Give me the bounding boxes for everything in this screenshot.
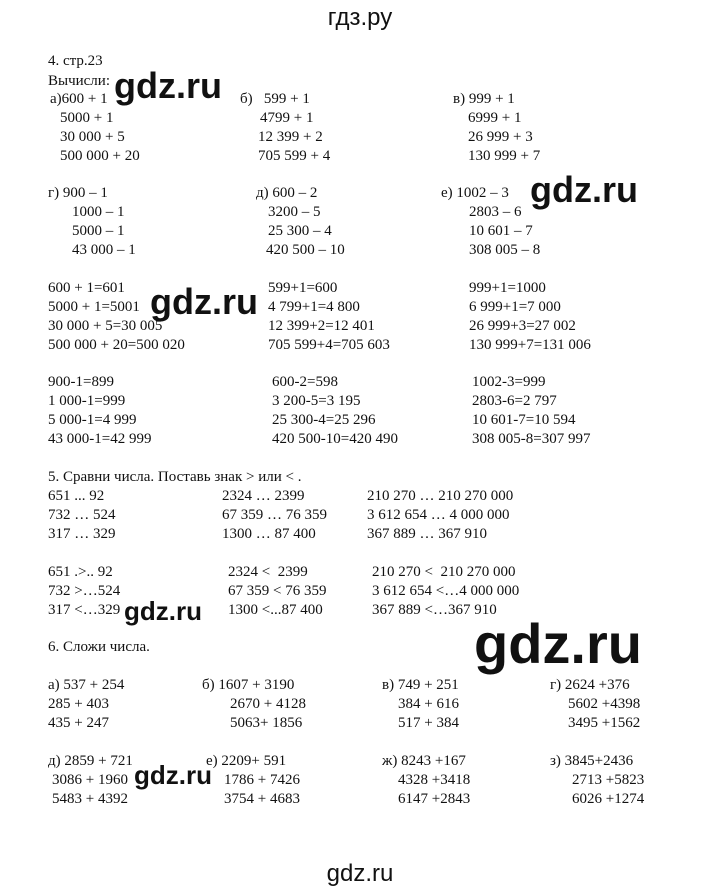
watermark-2: gdz.ru xyxy=(530,169,638,210)
ex4-b-2: 4799 + 1 xyxy=(260,110,314,126)
ex4-a-2: 5000 + 1 xyxy=(60,110,114,126)
ex4-e-3: 10 601 – 7 xyxy=(469,223,533,239)
ex4-ans1-1: 600 + 1=601 xyxy=(48,280,125,296)
ex4-g-4: 43 000 – 1 xyxy=(72,242,136,258)
ex4-d-4: 420 500 – 10 xyxy=(266,242,345,258)
ex6-z-2: 2713 +5823 xyxy=(572,772,645,788)
ex5-a2-3: 1300 <...87 400 xyxy=(228,602,323,618)
ex4-e-4: 308 005 – 8 xyxy=(469,242,541,258)
ex4-b-1: б) 599 + 1 xyxy=(240,91,310,107)
ex4-g-2: 1000 – 1 xyxy=(72,204,125,220)
watermark-4: gdz.ru xyxy=(124,596,202,626)
ex4-ans6-1: 1002-3=999 xyxy=(472,374,546,390)
ex6-e-2: 1786 + 7426 xyxy=(224,772,300,788)
ex4-b-4: 705 599 + 4 xyxy=(258,148,331,164)
ex5-c2-2: 67 359 … 76 359 xyxy=(222,507,327,523)
ex6-v-3: 517 + 384 xyxy=(398,715,459,731)
ex6-zh-2: 4328 +3418 xyxy=(398,772,471,788)
ex6-title: 6. Сложи числа. xyxy=(48,639,150,655)
ex5-c2-3: 1300 … 87 400 xyxy=(222,526,316,542)
ex5-a2-1: 2324 < 2399 xyxy=(228,564,308,580)
ex4-ans5-3: 25 300-4=25 296 xyxy=(272,412,376,428)
ex4-a-1: а)600 + 1 xyxy=(50,91,108,107)
ex4-v-1: в) 999 + 1 xyxy=(453,91,515,107)
ex6-d-1: д) 2859 + 721 xyxy=(48,753,133,769)
ex4-ans4-3: 5 000-1=4 999 xyxy=(48,412,137,428)
ex4-ans1-4: 500 000 + 20=500 020 xyxy=(48,337,185,353)
ex5-a1-2: 732 >…524 xyxy=(48,583,121,599)
ex4-ans3-3: 26 999+3=27 002 xyxy=(469,318,576,334)
ex4-a-3: 30 000 + 5 xyxy=(60,129,125,145)
ex5-a3-1: 210 270 < 210 270 000 xyxy=(372,564,516,580)
ex4-ans5-1: 600-2=598 xyxy=(272,374,338,390)
ex4-d-2: 3200 – 5 xyxy=(268,204,321,220)
ex5-c1-1: 651 ... 92 xyxy=(48,488,105,504)
site-footer: gdz.ru xyxy=(326,860,394,887)
ex4-v-3: 26 999 + 3 xyxy=(468,129,533,145)
ex4-g-1: г) 900 – 1 xyxy=(48,185,108,201)
ex4-d-1: д) 600 – 2 xyxy=(256,185,318,201)
ex6-z-1: з) 3845+2436 xyxy=(550,753,634,769)
ex4-ans5-2: 3 200-5=3 195 xyxy=(272,393,361,409)
ex5-a2-2: 67 359 < 76 359 xyxy=(228,583,327,599)
ex5-a3-2: 3 612 654 <…4 000 000 xyxy=(372,583,520,599)
ex5-a1-3: 317 <…329 xyxy=(48,602,121,618)
ex6-z-3: 6026 +1274 xyxy=(572,791,645,807)
ex4-d-3: 25 300 – 4 xyxy=(268,223,332,239)
ex5-title: 5. Сравни числа. Поставь знак > или < . xyxy=(48,469,302,485)
ex6-a-2: 285 + 403 xyxy=(48,696,109,712)
ex6-v-2: 384 + 616 xyxy=(398,696,459,712)
ex4-ans3-4: 130 999+7=131 006 xyxy=(469,337,591,353)
ex6-v-1: в) 749 + 251 xyxy=(382,677,459,693)
ex6-b-3: 5063+ 1856 xyxy=(230,715,303,731)
ex4-ans2-4: 705 599+4=705 603 xyxy=(268,337,390,353)
ex4-ans3-1: 999+1=1000 xyxy=(469,280,546,296)
ex4-ans4-4: 43 000-1=42 999 xyxy=(48,431,152,447)
ex4-ans1-3: 30 000 + 5=30 005 xyxy=(48,318,163,334)
ex6-g-2: 5602 +4398 xyxy=(568,696,641,712)
ex4-v-2: 6999 + 1 xyxy=(468,110,522,126)
ex6-b-2: 2670 + 4128 xyxy=(230,696,306,712)
ex4-ans6-3: 10 601-7=10 594 xyxy=(472,412,576,428)
ex4-a-4: 500 000 + 20 xyxy=(60,148,140,164)
ex5-c3-3: 367 889 … 367 910 xyxy=(367,526,487,542)
ex4-ans3-2: 6 999+1=7 000 xyxy=(469,299,561,315)
watermark-6: gdz.ru xyxy=(134,760,212,790)
ex4-ans4-1: 900-1=899 xyxy=(48,374,114,390)
watermark-5: gdz.ru xyxy=(474,612,642,675)
ex5-a3-3: 367 889 <…367 910 xyxy=(372,602,497,618)
ex4-e-1: е) 1002 – 3 xyxy=(441,185,509,201)
ex4-subtitle: Вычисли: xyxy=(48,73,110,89)
ex6-e-3: 3754 + 4683 xyxy=(224,791,300,807)
ex5-c1-2: 732 … 524 xyxy=(48,507,116,523)
ex6-b-1: б) 1607 + 3190 xyxy=(202,677,295,693)
ex6-a-1: а) 537 + 254 xyxy=(48,677,125,693)
watermark-3: gdz.ru xyxy=(150,281,258,322)
ex4-g-3: 5000 – 1 xyxy=(72,223,125,239)
ex4-ans5-4: 420 500-10=420 490 xyxy=(272,431,398,447)
ex4-ans6-4: 308 005-8=307 997 xyxy=(472,431,591,447)
ex6-g-3: 3495 +1562 xyxy=(568,715,641,731)
ex6-d-2: 3086 + 1960 xyxy=(52,772,128,788)
ex5-c3-2: 3 612 654 … 4 000 000 xyxy=(367,507,510,523)
ex4-ans2-1: 599+1=600 xyxy=(268,280,338,296)
ex4-ans4-2: 1 000-1=999 xyxy=(48,393,126,409)
ex6-zh-1: ж) 8243 +167 xyxy=(382,753,466,769)
ex6-e-1: е) 2209+ 591 xyxy=(206,753,287,769)
ex4-ans2-2: 4 799+1=4 800 xyxy=(268,299,360,315)
ex4-ans2-3: 12 399+2=12 401 xyxy=(268,318,375,334)
ex4-title: 4. стр.23 xyxy=(48,53,103,69)
ex4-b-3: 12 399 + 2 xyxy=(258,129,323,145)
ex5-c3-1: 210 270 … 210 270 000 xyxy=(367,488,514,504)
ex5-a1-1: 651 .>.. 92 xyxy=(48,564,113,580)
site-header: гдз.ру xyxy=(327,4,393,31)
ex4-v-4: 130 999 + 7 xyxy=(468,148,541,164)
ex5-c2-1: 2324 … 2399 xyxy=(222,488,305,504)
ex6-a-3: 435 + 247 xyxy=(48,715,109,731)
ex6-zh-3: 6147 +2843 xyxy=(398,791,471,807)
ex6-g-1: г) 2624 +376 xyxy=(550,677,630,693)
ex6-d-3: 5483 + 4392 xyxy=(52,791,128,807)
ex5-c1-3: 317 … 329 xyxy=(48,526,116,542)
ex4-ans1-2: 5000 + 1=5001 xyxy=(48,299,140,315)
watermark-1: gdz.ru xyxy=(114,65,222,106)
ex4-e-2: 2803 – 6 xyxy=(469,204,522,220)
ex4-ans6-2: 2803-6=2 797 xyxy=(472,393,557,409)
